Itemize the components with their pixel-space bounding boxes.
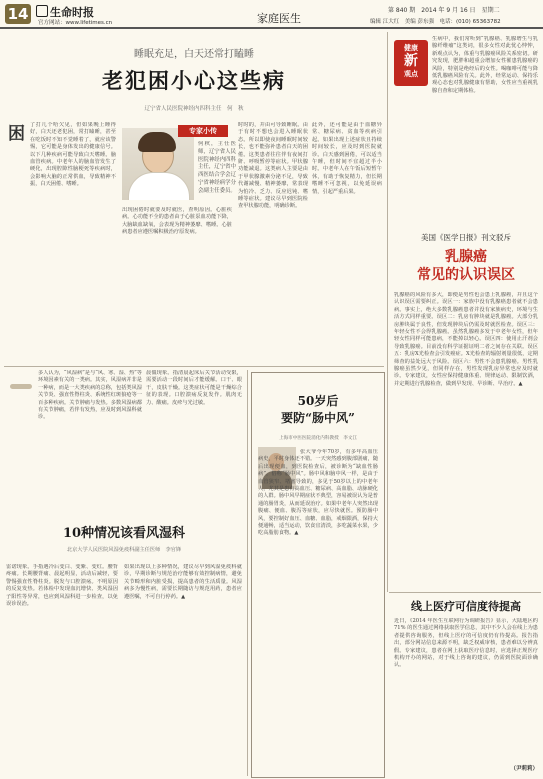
issue-info: 第 840 期 2014 年 9 月 16 日 星期二 <box>388 7 500 14</box>
expert-photo <box>122 128 194 200</box>
divider-v2 <box>247 370 248 776</box>
header-rule <box>0 27 543 29</box>
bone-icon <box>10 384 32 389</box>
section-title: 家庭医生 <box>257 12 301 25</box>
article4-title: 线上医疗可信度待提高 <box>411 600 521 613</box>
divider-v1 <box>387 32 388 592</box>
website[interactable]: 官方网站：www.lifetimes.cn <box>38 20 113 26</box>
divider-h2 <box>389 592 541 593</box>
health-badge-top: 健康 <box>404 44 418 52</box>
article1-col4: 此外，还可能是由于血糖异常、糖尿病、贫血等疾病引起。如果出现上述症状且持续时间较长，应及时到医院就诊。白天感到困倦，可以适当午睡，但时间不宜超过半小时。中老年人在午饭后短暂午休，有助于恢复精力，但长期嗜睡不可忽视，以免延误病情，引起严重后果。 <box>312 122 382 195</box>
article1-col1: 了打几个哈欠见，但如果晚上睡得好，白天还老犯困，常打瞌睡，甚至在吃饭时不知不觉睡着了，就应该警惕，它可能是身体发出的健康信号。以下几种疾病可能导致白天嗜睡。脑血管疾病。中老年人的脑血管发生了硬化，出现腔隙性脑梗死等疾病时，会影响大脑的正常供血，导致精神不振，白天困倦、嗜睡。 <box>30 122 116 188</box>
article2-top-col2: 晨僵现象。指清晨起床后关节活动受限，需要活动一段时间后才能缓解。口干、眼干，皮肤干燥。这类症状可能是干燥综合征的表现。口腔溃疡反复发作。肌肉无力、酸痛。皮疹与光过敏。 <box>146 370 242 406</box>
sidebar-source: 美国《医学日报》刊文驳斥 <box>421 233 511 242</box>
article-bowel-stroke <box>251 372 385 778</box>
article1-byline: 辽宁省人民医院神经内四科主任 何 秋 <box>144 106 244 112</box>
paper-logo: 生命时报 <box>36 4 94 20</box>
article-rheumatology <box>4 368 244 776</box>
article3-byline: 上海市中医医院消化内科教授 李文江 <box>278 436 358 441</box>
health-badge-mid: 新 <box>404 53 418 69</box>
article-online-medical <box>392 594 540 776</box>
sidebar-title: 乳腺癌 常见的认识误区 <box>417 249 515 283</box>
sidebar-intro: 生病中，我们常听到“乳腺癌、乳腺增生与乳腺纤维瘤”这类词，很多女性对此忧心忡忡，新观点认为，体重与乳腺癌风险关系密切。研究发现，肥胖和超重会增加女性罹患乳腺癌的风险，特别是绝经后的女性。喝咖啡可能与降低乳腺癌风险有关。此外，经常运动、保持乐观心态也对乳腺健康有帮助，女性应当重视乳腺自查和定期体检。 <box>432 36 538 94</box>
expert-coat-icon <box>128 172 190 200</box>
article1-title: 老犯困小心这些病 <box>102 68 286 93</box>
page-number: 14 <box>5 4 31 24</box>
dropcap: 困 <box>8 124 25 144</box>
article2-bottom-col2: 如果出现以上多种情况，建议尽早到风湿免疫科就诊，早期诊断与规范治疗能够有效控制病情，避免关节畸形和内脏受损，提高患者的生活质量。风湿病多为慢性病，需要长期随访与规范用药，患者应遵医嘱，不可自行停药。▲ <box>124 564 242 600</box>
editor-info: 编辑 江大红 美编 彭东强 电话：(010) 65363782 <box>370 19 501 25</box>
article1-kicker: 睡眠充足，白天还常打瞌睡 <box>134 49 254 60</box>
article3-title: 50岁后 要防“肠中风” <box>281 394 355 425</box>
health-badge <box>394 40 428 86</box>
expert-badge: 专家小传 <box>178 125 228 137</box>
article2-bottom-col1: 雷诺现象。手指遇冷后变白、变紫、变红。腰背疼痛。长期腰背痛、晨起明显，活动后减轻，要警惕强直性脊柱炎。脱发与口腔溃疡。不明原因的反复发热。若体检中发现血沉增快、类风湿因子阳性等异常，也应到风湿科进一步检查，以免误诊误治。 <box>6 564 118 608</box>
article1-col3: 时时的，并由可导致睡眠。由于有时不想也会进入睡眠状态。所以即使夜间睡眠时间较长，也不能弥补患者白天的困倦。这类患者往往伴有夜间打鼾、呼吸暂停等症状。甲状腺功能减退。这类病人主要是由于甲状腺激素分泌不足，导致代谢减慢、精神萎靡，常表现为怕冷、乏力、反应迟钝、嗜睡等症状。建议尽早到医院检查甲状腺功能，明确诊断。 <box>238 122 308 210</box>
sidebar-body: 乳腺癌的风险有多大，即便是男性也会患上乳腺癌，并且这个认识误区需要纠正。误区一：家族中没有乳腺癌患者就不会患病。事实上，绝大多数乳腺癌患者并没有家族病史，环境与生活方式同样重要。误区二：乳房有肿块就是乳腺癌。大部分乳房肿块属于良性，但发现肿块后仍需及时就医检查。误区三：年轻女性不会得乳腺癌。虽然乳腺癌多发于中老年女性，但年轻女性同样可能患病，不能掉以轻心。误区四：使用止汗剂会导致乳腺癌。目前没有科学证据证明二者之间存在关联。误区五：乳房X光检查会引发癌症。X光检查的辐射剂量很低，定期筛查的益处远大于风险。误区六：男性不会患乳腺癌。男性乳腺癌虽然少见，但同样存在，男性发现乳房异常也应及时就诊。专家建议，女性应保持健康体重、规律运动、限制饮酒，并定期进行乳腺检查，做到早发现、早诊断、早治疗。▲ <box>394 292 538 387</box>
paper-logo-icon <box>36 5 48 17</box>
article2-byline: 北京大学人民医院风湿免疫科副主任医师 李官锋 <box>66 547 182 553</box>
sidebar-breast-cancer <box>392 32 540 588</box>
article2-title: 10种情况该看风湿科 <box>62 526 186 541</box>
article4-author: （尹莉莉） <box>510 766 538 772</box>
health-badge-bottom: 观点 <box>404 70 418 78</box>
sidebar-intro-continued <box>394 108 538 220</box>
article-sleepiness <box>4 31 384 365</box>
expert-bio: 何秋，主任医师，辽宁省人民医院神经内四科主任，辽宁省中西医结合学会辽宁省神经病学分会副主任委员。 <box>198 141 236 194</box>
article3-body: 张大爷今年70岁，有多年高血压病史，平时身体还不错。一天突然感到腹部剧痛，随后出现便血，到医院检查后，被诊断为“缺血性肠病”，俗称“肠中风”。肠中风和脑中风一样，是由于血管狭窄、堵塞导致的，多见于50岁以上的中老年人，尤其是患有高血压、糖尿病、高血脂、动脉硬化的人群。肠中风早期症状不典型，容易被误认为是普通的肠胃炎，从而延误治疗。如果中老年人突然出现腹痛、便血、腹泻等症状，应尽快就医。预防肠中风，要控制好血压、血糖、血脂，戒烟限酒，保持大便通畅，适当运动，饮食宜清淡，多吃蔬菜水果，少吃高脂肪食物。▲ <box>258 449 378 537</box>
article4-body: 近日，《2014 年医生互联网行为调研报告》显示，大陆地区约 71% 的医生通过网络获取医学信息，其中不少人会在线上为患者提供咨询服务，但线上医疗的可信度仍有待提高。报告指出，部分网站信息来源不明，缺乏权威审核，患者难以分辨真假。专家建议，患者在网上获取医疗信息时，应选择正规医疗机构开办的网站，对于线上咨询的建议，仍需到医院面诊确认。 <box>394 618 538 669</box>
rheum-illustration <box>6 372 36 402</box>
page-header <box>0 0 543 28</box>
expert-hair-icon <box>138 132 176 152</box>
divider-h1 <box>4 366 384 367</box>
article2-top-col1: 多人认为，“风湿病”是与“风、寒、湿、热”等环境因素有关的一类病。其实，风湿病并非是一种病，而是一大类疾病的总称，包括类风湿关节炎、强直性脊柱炎、系统性红斑狼疮等一百多种疾病。关节肿痛与发热。多数风湿病都有关节肿痛，若伴有发热，应及时到风湿科就诊。 <box>38 370 142 421</box>
article1-col2: 出现困倦时就要及时就医，查明原因。心脏疾病。心功能不全的患者由于心脏泵血功能下降，大脑缺血缺氧，会表现为精神萎靡、嗜睡。心脏病患者应遵医嘱积极治疗原发病。 <box>122 207 232 236</box>
